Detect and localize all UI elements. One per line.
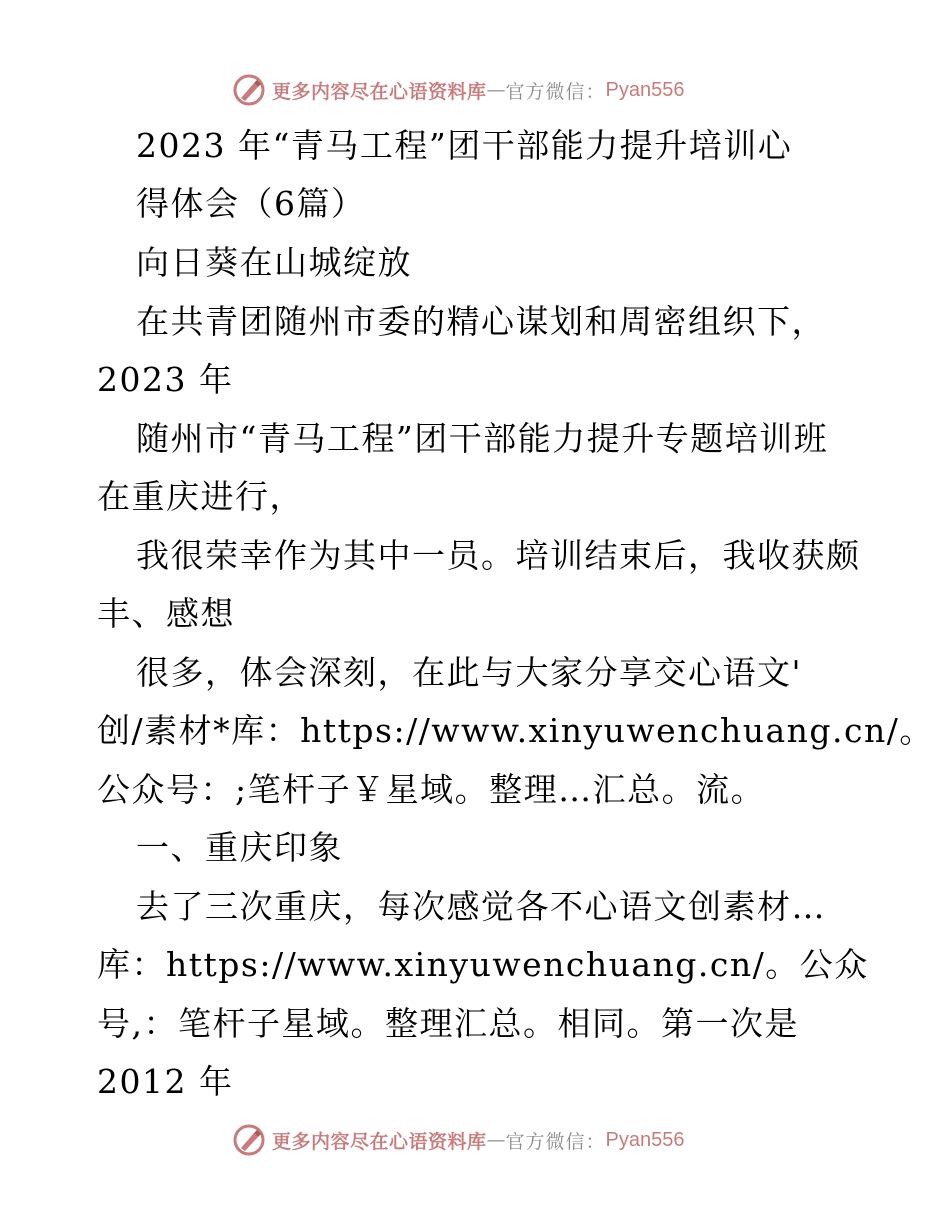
paragraph-line: 随州市“青马工程”团干部能力提升专题培训班 <box>136 419 829 458</box>
pen-nib-icon <box>232 1123 266 1157</box>
watermark-wechat-id: Pyan556 <box>605 1128 685 1151</box>
watermark-wechat-label: 官方微信： <box>505 80 606 103</box>
paragraph-line: 去了三次重庆，每次感觉各不心语文创素材… <box>136 887 826 926</box>
paragraph-line: 创/素材*库：https://www.xinyuwenchuang.cn/。 <box>97 711 934 750</box>
section-heading: 一、重庆印象 <box>136 828 343 867</box>
watermark-wechat-id: Pyan556 <box>605 78 685 101</box>
paragraph-line: 2012 年 <box>97 1062 234 1101</box>
watermark-text: 更多内容尽在心语资料库 <box>272 1130 487 1153</box>
header-watermark <box>232 72 685 108</box>
paragraph-line: 号,：笔杆子星域。整理汇总。相同。第一次是 <box>97 1004 799 1043</box>
paragraph-line: 丰、感想 <box>97 594 235 633</box>
paragraph-line: 库：https://www.xinyuwenchuang.cn/。公众 <box>97 945 869 984</box>
footer-watermark <box>232 1122 685 1158</box>
watermark-text: 更多内容尽在心语资料库 <box>272 80 487 103</box>
paragraph-line: 2023 年 <box>97 360 234 399</box>
paragraph-line: 在重庆进行， <box>97 477 304 516</box>
watermark-separator: — <box>486 1129 506 1151</box>
document-subtitle: 向日葵在山城绽放 <box>136 243 412 282</box>
paragraph-line: 在共青团随州市委的精心谋划和周密组织下， <box>136 302 826 341</box>
watermark-separator: — <box>486 79 506 101</box>
watermark-wechat-label: 官方微信： <box>505 1130 606 1153</box>
paragraph-line: 很多，体会深刻，在此与大家分享交心语文' <box>136 653 803 692</box>
document-title-line-1: 2023 年“青马工程”团干部能力提升培训心 <box>136 126 793 165</box>
pen-nib-icon <box>232 73 266 107</box>
document-title-line-2: 得体会（6篇） <box>136 184 366 223</box>
paragraph-line: 公众号：;笔杆子￥星域。整理…汇总。流。 <box>97 770 766 809</box>
paragraph-line: 我很荣幸作为其中一员。培训结束后，我收获颇 <box>136 536 861 575</box>
